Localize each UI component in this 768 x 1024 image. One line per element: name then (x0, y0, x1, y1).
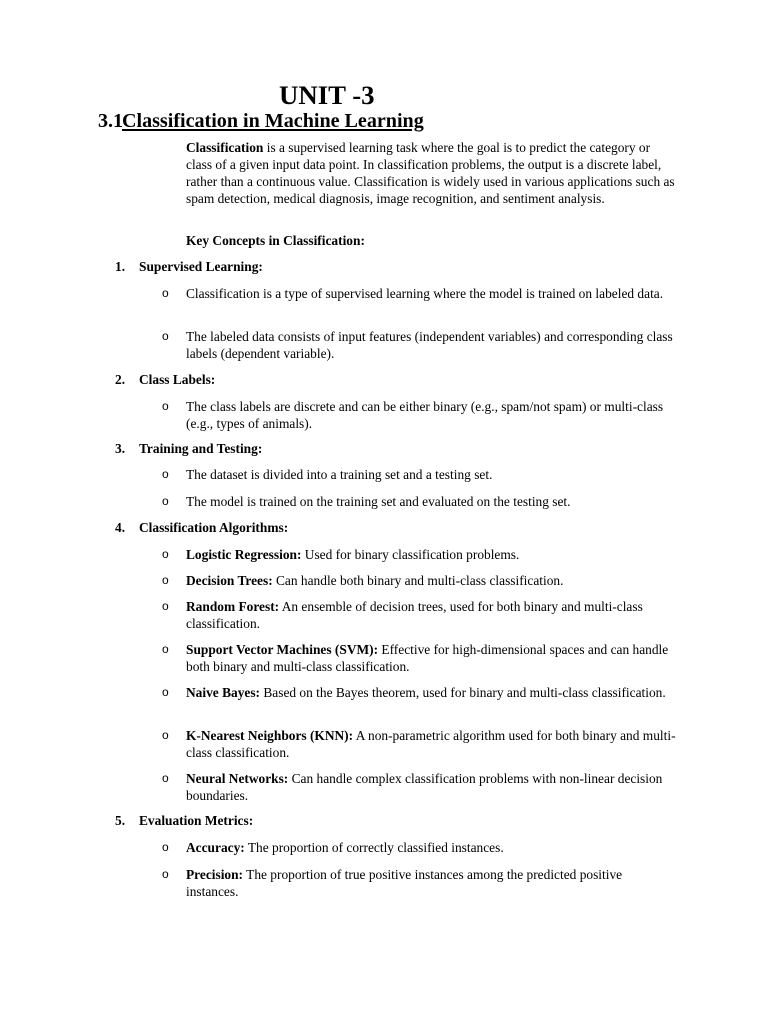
bullet-marker: o (162, 286, 169, 300)
bullet-item (162, 684, 676, 701)
bullet-desc: Used for binary classification problems. (301, 547, 520, 562)
item-number: 5. (115, 813, 126, 828)
item-title: Training and Testing: (139, 441, 263, 456)
section-title: Classification in Machine Learning (122, 110, 424, 132)
bullet-desc: Based on the Bayes theorem, used for binary and multi-class classification. (260, 685, 666, 700)
intro-text: is a supervised learning task where the goal is to predict the category or class of a given input data point. In classification problems, the output is a discrete label, rather than a continuous value. Classification is widely used in various applications such as spam detection, medical diagnosis, image recognition, and sentiment analysis. (186, 140, 675, 206)
bullet-desc: The proportion of true positive instances among the predicted positive instances. (186, 867, 623, 899)
bullet-text (186, 866, 676, 900)
bullet-text: The model is trained on the training set and evaluated on the testing set. (186, 494, 571, 509)
bullet-text (186, 684, 676, 701)
list-item-classification-algorithms (115, 519, 288, 536)
list-item-evaluation-metrics (115, 812, 253, 829)
key-concepts-heading: Key Concepts in Classification: (186, 233, 365, 248)
bullet-item (162, 466, 676, 483)
section-heading (98, 110, 424, 132)
bullet-item (162, 866, 676, 900)
bullet-marker: o (162, 840, 169, 854)
bullet-desc: An ensemble of decision trees, used for both binary and multi-class classification. (186, 599, 643, 631)
bullet-marker: o (162, 547, 169, 561)
bullet-term: Naive Bayes: (186, 685, 261, 700)
bullet-marker: o (162, 685, 169, 699)
bullet-text (186, 572, 676, 589)
bullet-term: Decision Trees: (186, 573, 273, 588)
intro-paragraph (186, 139, 676, 207)
list-item-class-labels (115, 371, 215, 388)
bullet-marker: o (162, 771, 169, 785)
item-number: 3. (115, 441, 126, 456)
bullet-item (162, 493, 676, 510)
bullet-desc: Effective for high-dimensional spaces and can handle both binary and multi-class classification. (186, 642, 669, 674)
list-item-supervised-learning (115, 258, 263, 275)
bullet-text: The labeled data consists of input features (independent variables) and corresponding class labels (dependent variable). (186, 329, 673, 361)
bullet-text (186, 546, 676, 563)
bullet-item (162, 398, 676, 432)
section-number: 3.1 (98, 110, 124, 132)
bullet-text: The dataset is divided into a training set and a testing set. (186, 467, 493, 482)
bullet-term: Accuracy: (186, 840, 245, 855)
bullet-desc: The proportion of correctly classified instances. (244, 840, 504, 855)
bullet-term: K-Nearest Neighbors (KNN): (186, 728, 354, 743)
bullet-marker: o (162, 467, 169, 481)
bullet-term: Logistic Regression: (186, 547, 302, 562)
bullet-desc: A non-parametric algorithm used for both binary and multi-class classification. (186, 728, 676, 760)
bullet-item (162, 641, 676, 675)
bullet-text (186, 598, 676, 632)
item-number: 1. (115, 259, 126, 274)
bullet-item (162, 727, 676, 761)
bullet-text: The class labels are discrete and can be either binary (e.g., spam/not spam) or multi-class (e.g., types of animals). (186, 399, 664, 431)
bullet-marker: o (162, 642, 169, 656)
bullet-text (186, 641, 676, 675)
item-title: Supervised Learning: (139, 259, 263, 274)
bullet-marker: o (162, 494, 169, 508)
bullet-text (186, 770, 676, 804)
item-number: 4. (115, 520, 126, 535)
bullet-marker: o (162, 399, 169, 413)
item-title: Class Labels: (139, 372, 216, 387)
bullet-text: Classification is a type of supervised learning where the model is trained on labeled data. (186, 286, 664, 301)
bullet-marker: o (162, 599, 169, 613)
bullet-marker: o (162, 573, 169, 587)
bullet-item (162, 546, 676, 563)
list-item-training-testing (115, 440, 262, 457)
item-title: Evaluation Metrics: (139, 813, 254, 828)
bullet-item (162, 598, 676, 632)
bullet-term: Neural Networks: (186, 771, 289, 786)
bullet-marker: o (162, 867, 169, 881)
item-number: 2. (115, 372, 126, 387)
bullet-item (162, 285, 676, 302)
bullet-term: Random Forest: (186, 599, 280, 614)
bullet-marker: o (162, 728, 169, 742)
bullet-text (186, 839, 676, 856)
bullet-term: Precision: (186, 867, 244, 882)
bullet-item (162, 572, 676, 589)
intro-term: Classification (186, 140, 264, 155)
bullet-item (162, 770, 676, 804)
bullet-text (186, 727, 676, 761)
bullet-term: Support Vector Machines (SVM): (186, 642, 379, 657)
bullet-desc: Can handle both binary and multi-class classification. (272, 573, 564, 588)
bullet-desc: Can handle complex classification problems with non-linear decision boundaries. (186, 771, 663, 803)
item-title: Classification Algorithms: (139, 520, 289, 535)
bullet-item (162, 328, 676, 362)
bullet-marker: o (162, 329, 169, 343)
bullet-item (162, 839, 676, 856)
unit-title: UNIT -3 (279, 80, 375, 110)
